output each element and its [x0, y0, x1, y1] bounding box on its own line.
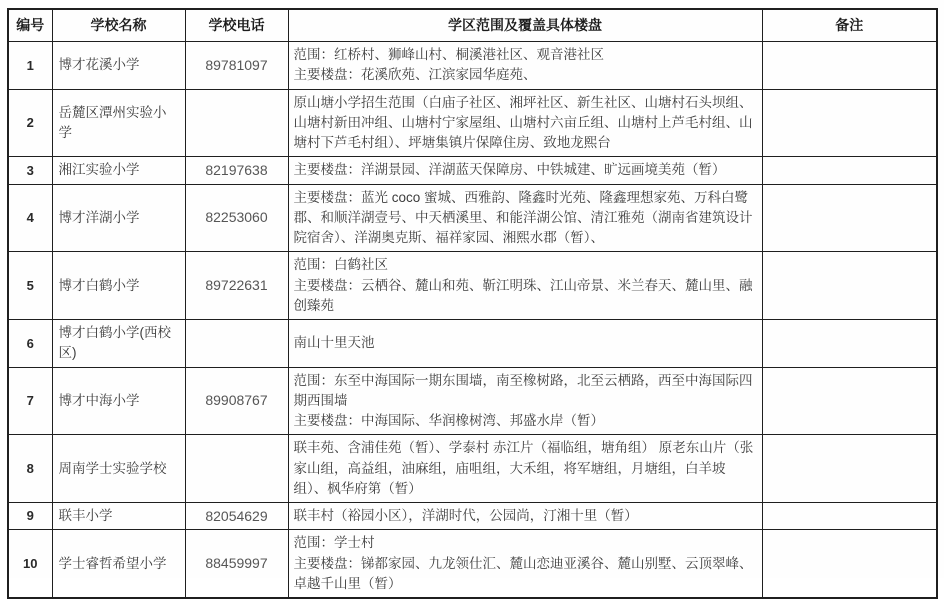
header-school-phone: 学校电话	[185, 9, 288, 42]
school-phone-cell	[185, 435, 288, 503]
row-id-cell: 2	[8, 89, 52, 157]
district-scope-cell	[288, 320, 762, 368]
scope-line: 主要楼盘：花溪欣苑、江滨家园华庭苑、	[293, 67, 537, 83]
district-scope-cell	[288, 530, 762, 598]
scope-line: 联丰苑、含浦佳苑（暂）、学泰村 赤江片（福临组，塘角组） 原老东山片（张家山组，高益组，油麻组，庙咀组，大禾组，将军塘组，月塘组，白羊坡组）、枫华府第（暂）	[293, 440, 754, 496]
school-name-cell: 周南学士实验学校	[52, 435, 185, 503]
table-row	[8, 503, 937, 530]
row-id-cell: 9	[8, 503, 52, 530]
table-row	[8, 367, 937, 435]
row-id-cell: 3	[8, 157, 52, 184]
district-scope-cell	[288, 503, 762, 530]
header-id: 编号	[8, 9, 52, 42]
scope-line: 主要楼盘：云栖谷、麓山和苑、靳江明珠、江山帝景、米兰春天、麓山里、融创臻苑	[293, 277, 753, 313]
remark-cell	[762, 367, 937, 435]
school-name-cell: 博才花溪小学	[52, 42, 185, 90]
district-scope-cell	[288, 435, 762, 503]
table-row	[8, 320, 937, 368]
district-scope-cell	[288, 89, 762, 157]
school-name-cell: 岳麓区潭州实验小学	[52, 89, 185, 157]
school-name-cell: 博才洋湖小学	[52, 184, 185, 252]
row-id-cell: 7	[8, 367, 52, 435]
row-id-cell: 6	[8, 320, 52, 368]
row-id-cell: 10	[8, 530, 52, 598]
remark-cell	[762, 530, 937, 598]
scope-line: 范围：白鹤社区	[293, 257, 388, 273]
row-id-cell: 1	[8, 42, 52, 90]
scope-line: 原山塘小学招生范围（白庙子社区、湘坪社区、新生社区、山塘村石头坝组、山塘村新田冲组、山塘村宁家屋组、山塘村六亩丘组、山塘村上芦毛村组、山塘村下芦毛村组）、坪塘集镇片保障住房、致地龙熙台	[293, 94, 753, 150]
table-row	[8, 89, 937, 157]
remark-cell	[762, 42, 937, 90]
school-name-cell: 博才白鹤小学(西校区)	[52, 320, 185, 368]
row-id-cell: 5	[8, 252, 52, 320]
table-row	[8, 184, 937, 252]
scope-line: 范围：学士村	[293, 535, 375, 551]
table-row	[8, 435, 937, 503]
school-district-table	[7, 8, 938, 599]
scope-line: 南山十里天池	[293, 335, 375, 351]
school-name-cell: 博才中海小学	[52, 367, 185, 435]
table-row	[8, 42, 937, 90]
scope-line: 主要楼盘：中海国际、华润橡树湾、邦盛水岸（暂）	[293, 413, 604, 428]
school-phone-cell: 82253060	[185, 184, 288, 252]
table-row	[8, 157, 937, 184]
header-school-name: 学校名称	[52, 9, 185, 42]
district-scope-cell	[288, 157, 762, 184]
table-row	[8, 530, 937, 598]
scope-line: 范围：东至中海国际一期东围墙，南至橡树路，北至云栖路，西至中海国际四期西围墙	[293, 372, 753, 408]
remark-cell	[762, 252, 937, 320]
table-row	[8, 252, 937, 320]
school-phone-cell: 88459997	[185, 530, 288, 598]
scope-line: 主要楼盘：锑都家园、九龙领仕汇、麓山恋迪亚溪谷、麓山别墅、云顶翠峰、卓越千山里（暂）	[293, 555, 753, 591]
remark-cell	[762, 89, 937, 157]
remark-cell	[762, 157, 937, 184]
header-row	[8, 9, 937, 42]
scope-line: 范围：红桥村、狮峰山村、桐溪港社区、观音港社区	[293, 47, 604, 62]
district-scope-cell	[288, 367, 762, 435]
school-phone-cell: 89781097	[185, 42, 288, 90]
district-scope-cell	[288, 184, 762, 252]
school-phone-cell	[185, 89, 288, 157]
row-id-cell: 4	[8, 184, 52, 252]
school-name-cell: 联丰小学	[52, 503, 185, 530]
header-district-scope: 学区范围及覆盖具体楼盘	[288, 9, 762, 42]
table-body	[8, 42, 937, 599]
district-scope-cell	[288, 42, 762, 90]
remark-cell	[762, 184, 937, 252]
scope-line: 主要楼盘：蓝光 coco 蜜城、西雅韵、隆鑫时光苑、隆鑫理想家苑、万科白鹭郡、和顺洋湖壹号、中天栖溪里、和能洋湖公馆、清江雅苑（湖南省建筑设计院宿舍）、洋湖奥克斯、福祥家园、湘熙水郡（暂）、	[293, 189, 753, 245]
row-id-cell: 8	[8, 435, 52, 503]
table-header	[8, 9, 937, 42]
school-name-cell: 学士睿哲希望小学	[52, 530, 185, 598]
remark-cell	[762, 503, 937, 530]
school-name-cell: 博才白鹤小学	[52, 252, 185, 320]
header-remark: 备注	[762, 9, 937, 42]
school-name-cell: 湘江实验小学	[52, 157, 185, 184]
school-phone-cell: 89722631	[185, 252, 288, 320]
scope-line: 主要楼盘：洋湖景园、洋湖蓝天保障房、中铁城建、旷远画境美苑（暂）	[293, 162, 726, 178]
school-phone-cell: 82197638	[185, 157, 288, 184]
remark-cell	[762, 435, 937, 503]
school-phone-cell	[185, 320, 288, 368]
scope-line: 联丰村（裕园小区），洋湖时代，公园尚，汀湘十里（暂）	[293, 508, 638, 523]
district-scope-cell	[288, 252, 762, 320]
remark-cell	[762, 320, 937, 368]
school-phone-cell: 82054629	[185, 503, 288, 530]
school-phone-cell: 89908767	[185, 367, 288, 435]
